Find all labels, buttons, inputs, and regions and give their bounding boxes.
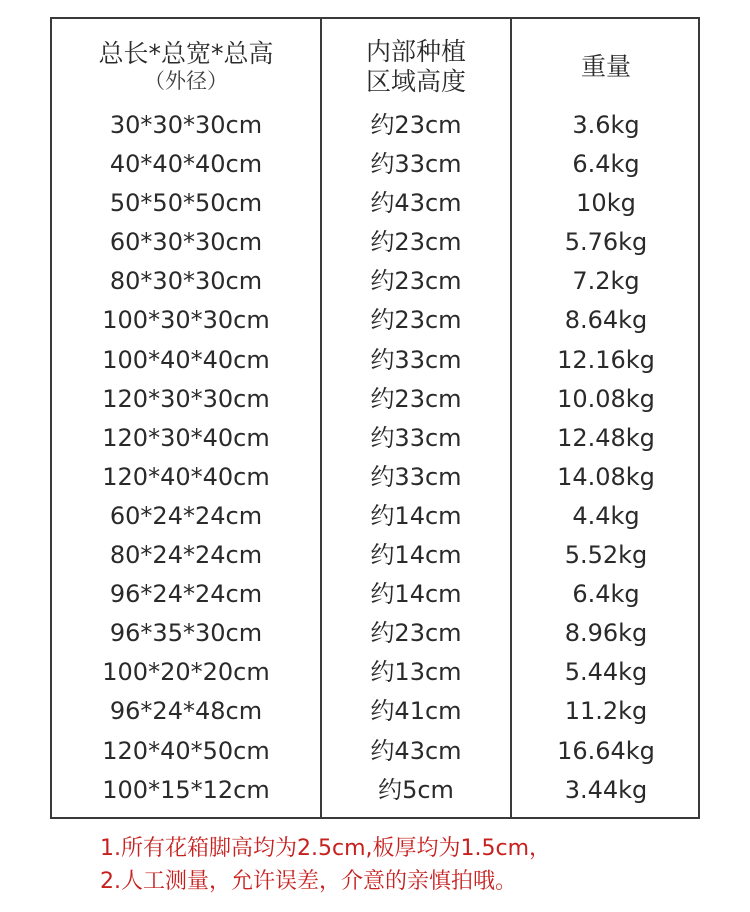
cell-weight: 5.76kg	[564, 228, 648, 257]
cell-weight: 3.44kg	[564, 775, 648, 804]
table-row	[52, 341, 698, 380]
cell-weight: 4.4kg	[572, 501, 640, 530]
cell-dimensions: 50*50*50cm	[109, 189, 263, 218]
cell-planting-height: 约14cm	[370, 541, 462, 570]
cell-planting-height: 约23cm	[370, 111, 462, 139]
cell-weight: 5.44kg	[564, 658, 648, 687]
table-row	[52, 184, 698, 223]
header-planting-height-line2: 区域高度	[365, 66, 466, 96]
cell-weight: 7.2kg	[572, 267, 640, 296]
table-row	[52, 536, 698, 575]
table-row	[52, 223, 698, 262]
header-outer-diameter-note: （外径）	[144, 68, 228, 93]
table-row	[52, 301, 698, 340]
cell-dimensions: 120*30*30cm	[102, 384, 270, 413]
cell-planting-height: 约33cm	[370, 462, 462, 491]
cell-planting-height: 约43cm	[370, 736, 462, 765]
cell-weight: 5.52kg	[564, 541, 648, 570]
header-weight	[512, 19, 700, 114]
table-row	[52, 732, 698, 771]
cell-weight: 6.4kg	[572, 150, 640, 179]
cell-dimensions: 100*20*20cm	[102, 658, 270, 687]
header-outer-dimensions	[52, 19, 320, 114]
cell-planting-height: 约23cm	[370, 619, 462, 648]
table-row	[52, 106, 698, 145]
cell-weight: 3.6kg	[572, 111, 640, 139]
table-row	[52, 262, 698, 301]
cell-weight: 8.64kg	[564, 306, 648, 335]
cell-weight: 10kg	[576, 189, 636, 218]
header-outer-dimensions-label: 总长*总宽*总高	[98, 38, 274, 68]
header-planting-height-line1: 内部种植	[365, 36, 466, 66]
cell-weight: 12.16kg	[557, 345, 655, 374]
table-row	[52, 771, 698, 810]
header-planting-height	[322, 19, 510, 114]
cell-planting-height: 约23cm	[370, 267, 462, 296]
cell-dimensions: 80*30*30cm	[109, 267, 263, 296]
cell-planting-height: 约43cm	[370, 189, 462, 218]
cell-dimensions: 60*24*24cm	[109, 501, 263, 530]
notes	[100, 832, 551, 898]
cell-dimensions: 120*40*50cm	[102, 736, 270, 765]
cell-weight: 6.4kg	[572, 580, 640, 609]
cell-dimensions: 120*30*40cm	[102, 423, 270, 452]
cell-dimensions: 96*24*48cm	[109, 697, 263, 726]
cell-planting-height: 约14cm	[370, 580, 462, 609]
size-spec-table	[50, 17, 700, 819]
table-row	[52, 575, 698, 614]
cell-dimensions: 120*40*40cm	[102, 462, 270, 491]
header-weight-label: 重量	[580, 51, 631, 81]
cell-dimensions: 100*15*12cm	[102, 775, 270, 804]
cell-dimensions: 80*24*24cm	[109, 541, 263, 570]
cell-planting-height: 约13cm	[370, 658, 462, 687]
cell-dimensions: 100*30*30cm	[102, 306, 270, 335]
cell-planting-height: 约5cm	[378, 775, 454, 804]
cell-planting-height: 约33cm	[370, 345, 462, 374]
cell-planting-height: 约41cm	[370, 697, 462, 726]
cell-planting-height: 约33cm	[370, 150, 462, 179]
table-body	[52, 106, 698, 810]
cell-planting-height: 约23cm	[370, 228, 462, 257]
cell-dimensions: 96*24*24cm	[109, 580, 263, 609]
cell-dimensions: 40*40*40cm	[109, 150, 263, 179]
cell-weight: 14.08kg	[557, 462, 655, 491]
cell-weight: 11.2kg	[564, 697, 648, 726]
cell-planting-height: 约23cm	[370, 384, 462, 413]
cell-dimensions: 100*40*40cm	[102, 345, 270, 374]
table-row	[52, 614, 698, 653]
table-row	[52, 145, 698, 184]
cell-planting-height: 约14cm	[370, 501, 462, 530]
table-row	[52, 458, 698, 497]
table-row	[52, 497, 698, 536]
cell-dimensions: 60*30*30cm	[109, 228, 263, 257]
table-row	[52, 380, 698, 419]
cell-weight: 12.48kg	[557, 423, 655, 452]
cell-dimensions: 96*35*30cm	[109, 619, 263, 648]
cell-weight: 10.08kg	[557, 384, 655, 413]
cell-planting-height: 约33cm	[370, 423, 462, 452]
table-row	[52, 692, 698, 731]
note-line-2: 2.人工测量，允许误差，介意的亲慎拍哦。	[100, 869, 517, 894]
table-row	[52, 419, 698, 458]
cell-planting-height: 约23cm	[370, 306, 462, 335]
cell-dimensions: 30*30*30cm	[109, 111, 263, 139]
note-line-1: 1.所有花箱脚高均为2.5cm,板厚均为1.5cm，	[100, 836, 552, 861]
cell-weight: 16.64kg	[557, 736, 655, 765]
table-row	[52, 653, 698, 692]
cell-weight: 8.96kg	[564, 619, 648, 648]
